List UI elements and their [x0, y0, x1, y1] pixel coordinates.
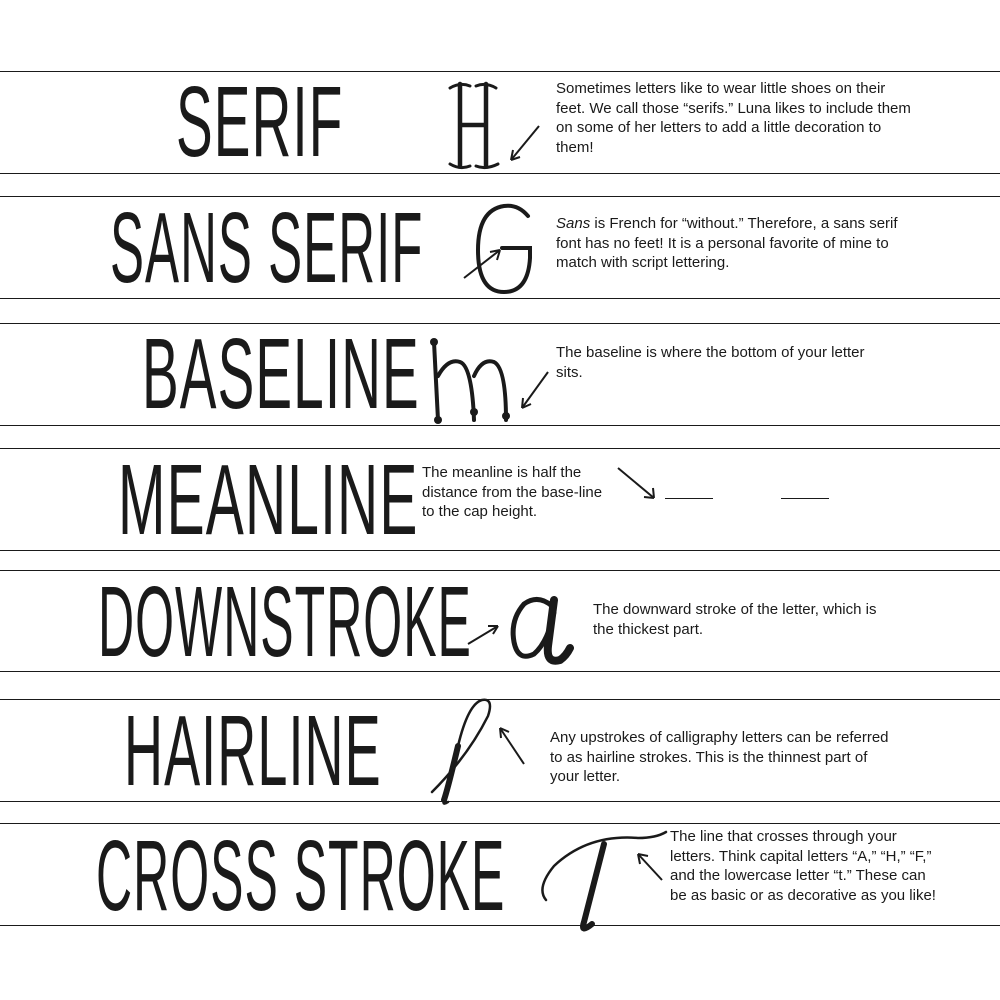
baseline-m-example — [426, 336, 512, 431]
term-cross-stroke: CROSS STROKE — [96, 820, 506, 932]
serif-description: Sometimes letters like to wear little shoes on their feet. We call those “serifs.” Luna likes to include them on some of her letters to add a little decoration to them! — [556, 80, 911, 156]
downstroke-a-example — [508, 590, 574, 675]
arrow-icon — [464, 620, 504, 653]
arrow-icon — [634, 850, 666, 889]
term-downstroke: DOWNSTROKE — [98, 566, 472, 678]
downstroke-description: The downward stroke of the letter, which is the thickest part. — [593, 601, 877, 638]
meanline-blank — [665, 498, 713, 499]
term-baseline: BASELINE — [142, 318, 420, 430]
arrow-icon — [460, 244, 506, 287]
baseline-description: The baseline is where the bottom of your letter sits. — [556, 344, 865, 381]
term-hairline: HAIRLINE — [124, 695, 382, 807]
meanline-description: The meanline is half the distance from the base-line to the cap height. — [422, 464, 603, 520]
hairline-description: Any upstrokes of calligraphy letters can be referred to as hairline strokes. This is the thinnest part of your letter. — [550, 729, 889, 785]
arrow-icon — [614, 464, 660, 507]
arrow-icon — [505, 122, 545, 171]
cross-stroke-description: The line that crosses through your letters. Think capital letters “A,” “H,” “F,” and the lowercase letter “t.” These can be as basic or as decorative as you like! — [670, 828, 936, 904]
term-serif: SERIF — [176, 66, 344, 178]
sans-serif-description: Sans is French for “without.” Therefore, a sans serif font has no feet! It is a personal favorite of mine to match with script lettering. — [556, 215, 898, 271]
meanline-blank — [781, 498, 829, 499]
hairline-l-example — [428, 696, 500, 813]
arrow-icon — [516, 368, 552, 419]
arrow-icon — [496, 722, 530, 773]
term-meanline: MEANLINE — [118, 444, 419, 556]
rule-line — [0, 71, 1000, 72]
serif-h-example — [446, 78, 506, 177]
term-sans-serif: SANS SERIF — [110, 192, 424, 304]
